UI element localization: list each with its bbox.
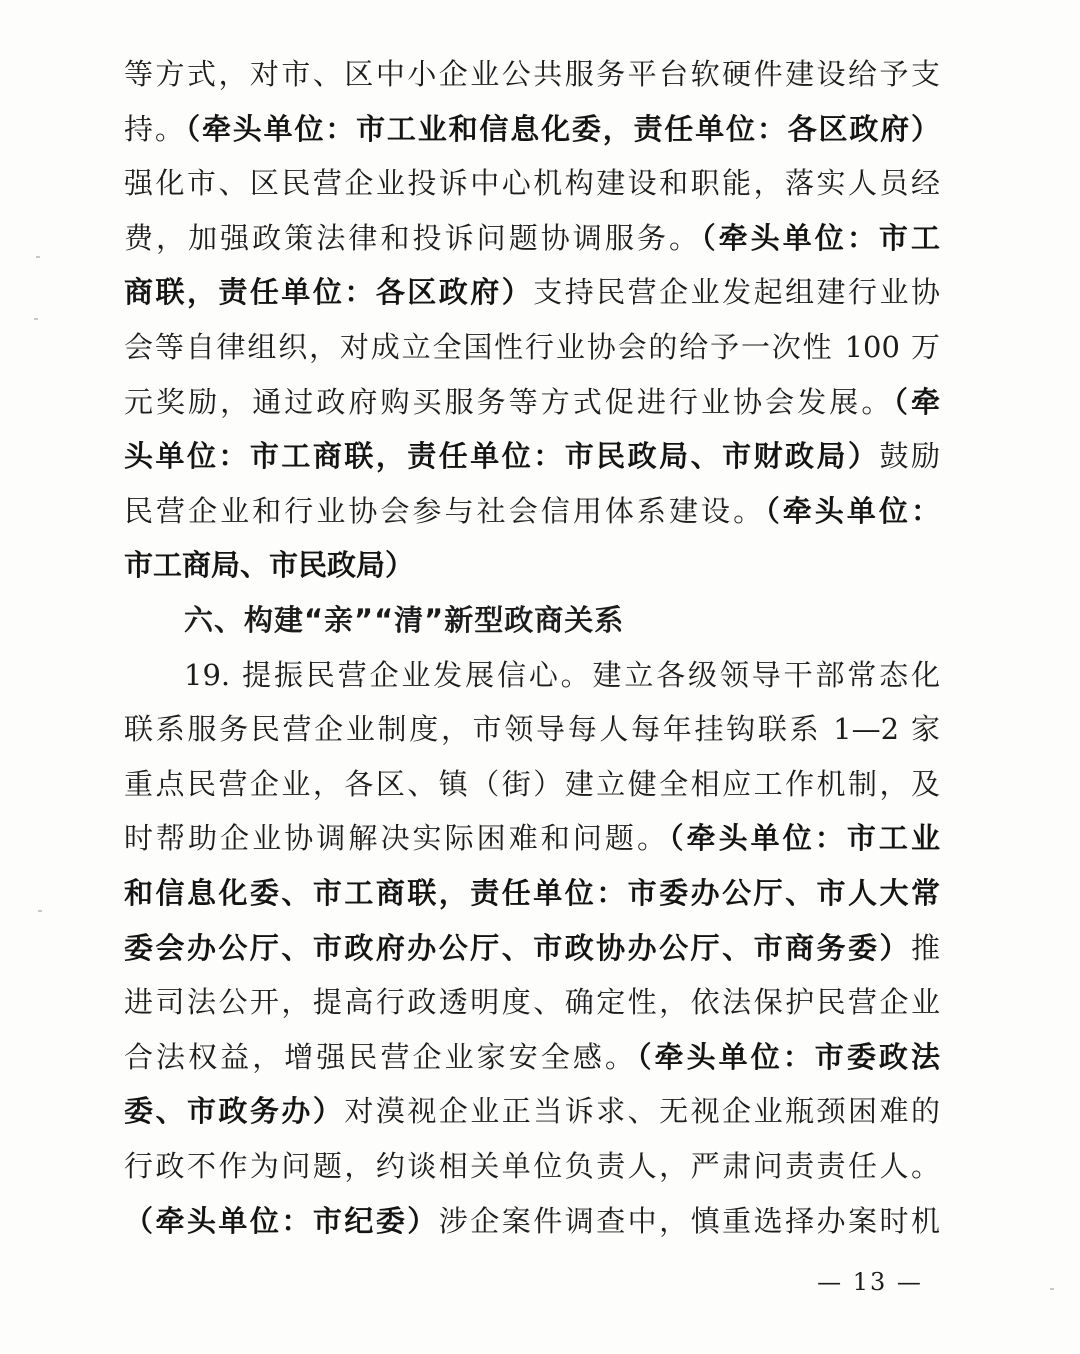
body-text: 民营企业和行业协会参与社会信用体系建设。 [124, 494, 766, 528]
body-text: 行政不作为问题，约谈相关单位负责人，严肃问责责任人。 [124, 1149, 940, 1183]
responsibility-note: 和信息化委、市工商联，责任单位：市委办公厅、市人大常 [124, 876, 940, 910]
body-text: 合法权益，增强民营企业家安全感。 [124, 1040, 637, 1074]
body-text: 涉企案件调查中，慎重选择办案时机 [438, 1204, 940, 1238]
responsibility-note: 商联，责任单位：各区政府） [124, 275, 534, 309]
body-text: 联系服务民营企业制度，市领导每人每年挂钩联系 1—2 家 [124, 712, 940, 746]
text-line [124, 375, 940, 429]
text-line [124, 866, 940, 920]
body-text: 进司法公开，提高行政透明度、确定性，依法保护民营企业 [124, 985, 940, 1019]
responsibility-note: 委会办公厅、市政府办公厅、市政协办公厅、市商务委） [124, 931, 911, 965]
responsibility-note: （牵头单位：市工业 [669, 821, 940, 855]
responsibility-note: 委、市政务办） [124, 1094, 345, 1128]
text-line [124, 429, 940, 483]
responsibility-note: （牵 [893, 385, 940, 419]
page-number: — 13 — [817, 1268, 923, 1296]
body-text: 元奖励，通过政府购买服务等方式促进行业协会发展。 [124, 385, 894, 419]
text-line [124, 538, 414, 592]
body-text: 19. 提振民营企业发展信心。建立各级领导干部常态化 [184, 658, 940, 692]
text-line [124, 156, 940, 210]
responsibility-note: 市工商局、市民政局） [124, 548, 415, 582]
text-line [124, 102, 940, 156]
text-line [124, 811, 940, 865]
scan-speck [1050, 1288, 1054, 1290]
text-line [124, 975, 940, 1029]
body-text: 对漠视企业正当诉求、无视企业瓶颈困难的 [344, 1094, 940, 1128]
scan-speck [34, 318, 38, 320]
body-text: 六、构建“亲”“清”新型政商关系 [184, 603, 625, 637]
responsibility-note: （牵头单位： [765, 494, 940, 528]
body-text: 强化市、区民营企业投诉中心机构建设和职能，落实人员经 [124, 166, 940, 200]
text-line [124, 265, 940, 319]
text-line [124, 1194, 940, 1248]
body-text: 时帮助企业协调解决实际困难和问题。 [124, 821, 669, 855]
scan-speck [36, 256, 40, 258]
scan-speck [38, 910, 42, 912]
text-line [124, 702, 940, 756]
text-line [124, 1030, 940, 1084]
body-text: 支持民营企业发起组建行业协 [533, 275, 940, 309]
responsibility-note: （牵头单位：市委政法 [636, 1040, 940, 1074]
section-heading [184, 593, 624, 647]
responsibility-note: （牵头单位：市纪委） [124, 1204, 439, 1238]
text-line [124, 1084, 940, 1138]
responsibility-note: （牵头单位：市工业和信息化委，责任单位：各区政府） [185, 112, 940, 146]
text-line [124, 757, 940, 811]
body-text: 重点民营企业，各区、镇（街）建立健全相应工作机制，及 [124, 767, 940, 801]
text-line [124, 47, 940, 101]
body-text: 费，加强政策法律和投诉问题协调服务。 [124, 221, 702, 255]
body-text: 鼓励 [879, 439, 940, 473]
text-line [184, 648, 940, 702]
responsibility-note: （牵头单位：市工 [701, 221, 940, 255]
body-text: 会等自律组织，对成立全国性行业协会的给予一次性 100 万 [124, 330, 940, 364]
text-line [124, 211, 940, 265]
responsibility-note: 头单位：市工商联，责任单位：市民政局、市财政局） [124, 439, 880, 473]
text-line [124, 320, 940, 374]
text-line [124, 1139, 940, 1193]
body-text: 等方式，对市、区中小企业公共服务平台软硬件建设给予支 [124, 57, 940, 91]
text-line [124, 921, 940, 975]
body-text: 推 [910, 931, 940, 965]
body-text: 持。 [124, 112, 186, 146]
text-line [124, 484, 940, 538]
